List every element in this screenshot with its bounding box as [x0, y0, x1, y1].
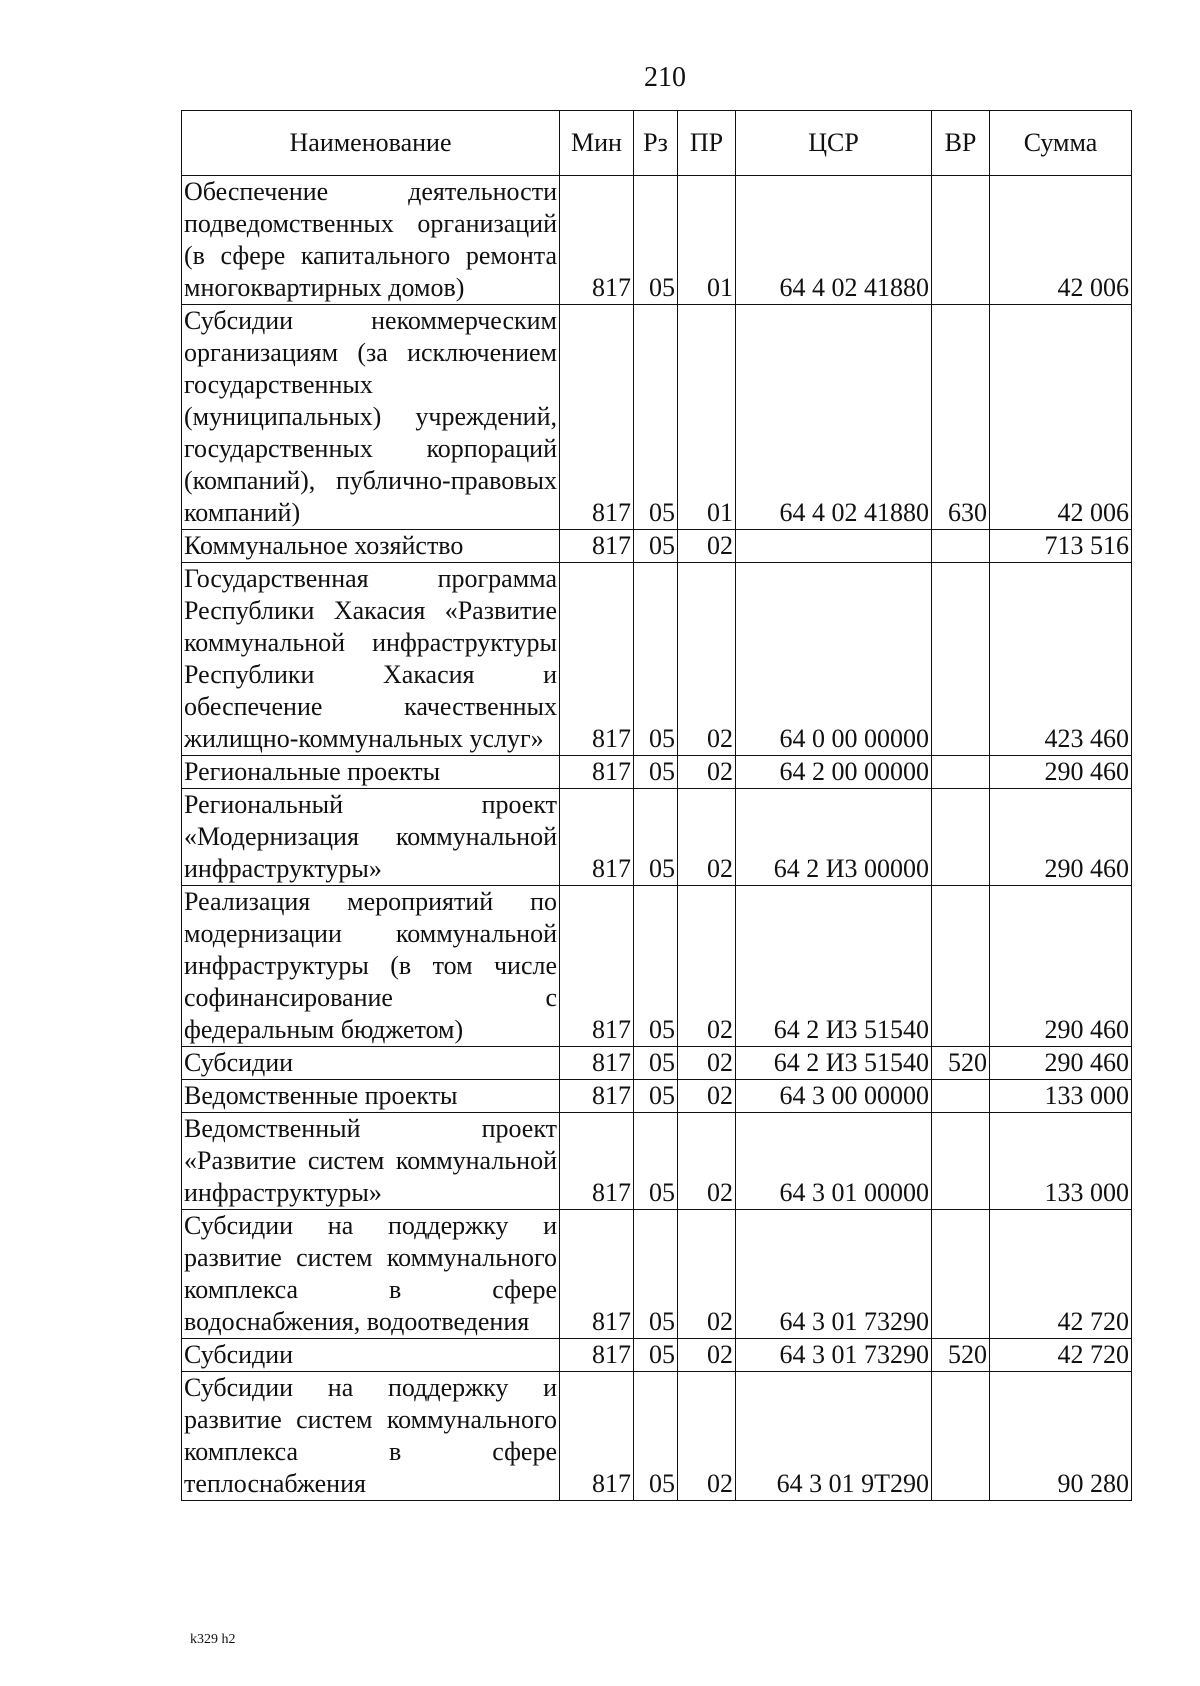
cell-csr: 64 3 01 9Т290	[736, 1372, 932, 1501]
cell-csr: 64 2 И3 51540	[736, 1047, 932, 1080]
table-row	[182, 789, 1132, 886]
cell-csr	[736, 530, 932, 563]
cell-vr	[932, 530, 990, 563]
cell-sum: 290 460	[990, 789, 1132, 886]
cell-min: 817	[560, 1210, 634, 1339]
cell-pr: 02	[678, 886, 736, 1047]
cell-rz: 05	[634, 1080, 678, 1113]
cell-sum: 90 280	[990, 1372, 1132, 1501]
cell-min: 817	[560, 789, 634, 886]
table-row	[182, 1339, 1132, 1372]
cell-rz: 05	[634, 530, 678, 563]
cell-name: Региональные проекты	[182, 756, 560, 789]
cell-rz: 05	[634, 1210, 678, 1339]
cell-vr: 630	[932, 305, 990, 530]
cell-sum: 713 516	[990, 530, 1132, 563]
cell-min: 817	[560, 1080, 634, 1113]
cell-name: Субсидии некоммерческим организациям (за исключением государственных (муниципальных) учреждений, государственных корпораций (компаний), публично-правовых компаний)	[182, 305, 560, 530]
cell-vr	[932, 1372, 990, 1501]
cell-csr: 64 3 00 00000	[736, 1080, 932, 1113]
table-body	[182, 176, 1132, 1501]
cell-min: 817	[560, 1339, 634, 1372]
cell-sum: 42 720	[990, 1339, 1132, 1372]
cell-min: 817	[560, 1047, 634, 1080]
cell-pr: 02	[678, 756, 736, 789]
cell-csr: 64 4 02 41880	[736, 176, 932, 305]
cell-sum: 423 460	[990, 563, 1132, 756]
cell-rz: 05	[634, 1339, 678, 1372]
table-row	[182, 1210, 1132, 1339]
cell-min: 817	[560, 530, 634, 563]
cell-vr	[932, 1113, 990, 1210]
cell-csr: 64 2 00 00000	[736, 756, 932, 789]
cell-vr	[932, 1080, 990, 1113]
table-row	[182, 886, 1132, 1047]
cell-min: 817	[560, 886, 634, 1047]
table-row	[182, 1113, 1132, 1210]
table-row	[182, 1080, 1132, 1113]
cell-sum: 133 000	[990, 1113, 1132, 1210]
cell-vr	[932, 176, 990, 305]
cell-csr: 64 3 01 73290	[736, 1339, 932, 1372]
cell-name: Реализация мероприятий по модернизации коммунальной инфраструктуры (в том числе софинансирование с федеральным бюджетом)	[182, 886, 560, 1047]
table-row	[182, 305, 1132, 530]
column-header-rz: Рз	[634, 111, 678, 176]
cell-vr	[932, 756, 990, 789]
cell-min: 817	[560, 756, 634, 789]
table-row	[182, 1372, 1132, 1501]
cell-name: Ведомственный проект «Развитие систем коммунальной инфраструктуры»	[182, 1113, 560, 1210]
column-header-pr: ПР	[678, 111, 736, 176]
page-number: 210	[644, 62, 686, 93]
cell-csr: 64 2 И3 00000	[736, 789, 932, 886]
cell-name: Субсидии	[182, 1339, 560, 1372]
cell-vr	[932, 1210, 990, 1339]
cell-csr: 64 3 01 00000	[736, 1113, 932, 1210]
cell-name: Субсидии	[182, 1047, 560, 1080]
cell-sum: 133 000	[990, 1080, 1132, 1113]
cell-name: Коммунальное хозяйство	[182, 530, 560, 563]
cell-name: Ведомственные проекты	[182, 1080, 560, 1113]
cell-pr: 02	[678, 563, 736, 756]
cell-pr: 02	[678, 1210, 736, 1339]
header-row	[182, 111, 1132, 176]
table-header	[182, 111, 1132, 176]
cell-min: 817	[560, 563, 634, 756]
cell-vr	[932, 886, 990, 1047]
budget-table	[181, 110, 1132, 1501]
cell-csr: 64 4 02 41880	[736, 305, 932, 530]
cell-rz: 05	[634, 756, 678, 789]
cell-vr: 520	[932, 1047, 990, 1080]
cell-rz: 05	[634, 789, 678, 886]
cell-sum: 42 720	[990, 1210, 1132, 1339]
cell-sum: 290 460	[990, 1047, 1132, 1080]
cell-sum: 42 006	[990, 176, 1132, 305]
cell-rz: 05	[634, 563, 678, 756]
cell-pr: 02	[678, 1372, 736, 1501]
table-row	[182, 530, 1132, 563]
table-row	[182, 563, 1132, 756]
cell-vr	[932, 563, 990, 756]
cell-csr: 64 0 00 00000	[736, 563, 932, 756]
cell-sum: 42 006	[990, 305, 1132, 530]
cell-vr	[932, 789, 990, 886]
cell-name: Обеспечение деятельности подведомственных организаций (в сфере капитального ремонта многоквартирных домов)	[182, 176, 560, 305]
cell-rz: 05	[634, 176, 678, 305]
cell-pr: 02	[678, 1113, 736, 1210]
document-code: k329 h2	[190, 1632, 236, 1647]
cell-csr: 64 3 01 73290	[736, 1210, 932, 1339]
column-header-min: Мин	[560, 111, 634, 176]
column-header-sum: Сумма	[990, 111, 1132, 176]
column-header-csr: ЦСР	[736, 111, 932, 176]
cell-sum: 290 460	[990, 756, 1132, 789]
cell-min: 817	[560, 176, 634, 305]
cell-min: 817	[560, 305, 634, 530]
cell-rz: 05	[634, 305, 678, 530]
cell-vr: 520	[932, 1339, 990, 1372]
cell-name: Государственная программа Республики Хакасия «Развитие коммунальной инфраструктуры Республики Хакасия и обеспечение качественных жилищно-коммунальных услуг»	[182, 563, 560, 756]
cell-pr: 01	[678, 305, 736, 530]
cell-pr: 02	[678, 1047, 736, 1080]
cell-sum: 290 460	[990, 886, 1132, 1047]
cell-rz: 05	[634, 1113, 678, 1210]
cell-pr: 02	[678, 1339, 736, 1372]
cell-pr: 02	[678, 789, 736, 886]
cell-min: 817	[560, 1113, 634, 1210]
cell-pr: 02	[678, 1080, 736, 1113]
table-row	[182, 756, 1132, 789]
cell-min: 817	[560, 1372, 634, 1501]
cell-name: Региональный проект «Модернизация коммунальной инфраструктуры»	[182, 789, 560, 886]
cell-pr: 02	[678, 530, 736, 563]
table-row	[182, 176, 1132, 305]
column-header-name: Наименование	[182, 111, 560, 176]
cell-pr: 01	[678, 176, 736, 305]
cell-rz: 05	[634, 1372, 678, 1501]
cell-name: Субсидии на поддержку и развитие систем коммунального комплекса в сфере теплоснабжения	[182, 1372, 560, 1501]
cell-csr: 64 2 И3 51540	[736, 886, 932, 1047]
cell-name: Субсидии на поддержку и развитие систем коммунального комплекса в сфере водоснабжения, водоотведения	[182, 1210, 560, 1339]
cell-rz: 05	[634, 1047, 678, 1080]
cell-rz: 05	[634, 886, 678, 1047]
column-header-vr: ВР	[932, 111, 990, 176]
table-row	[182, 1047, 1132, 1080]
